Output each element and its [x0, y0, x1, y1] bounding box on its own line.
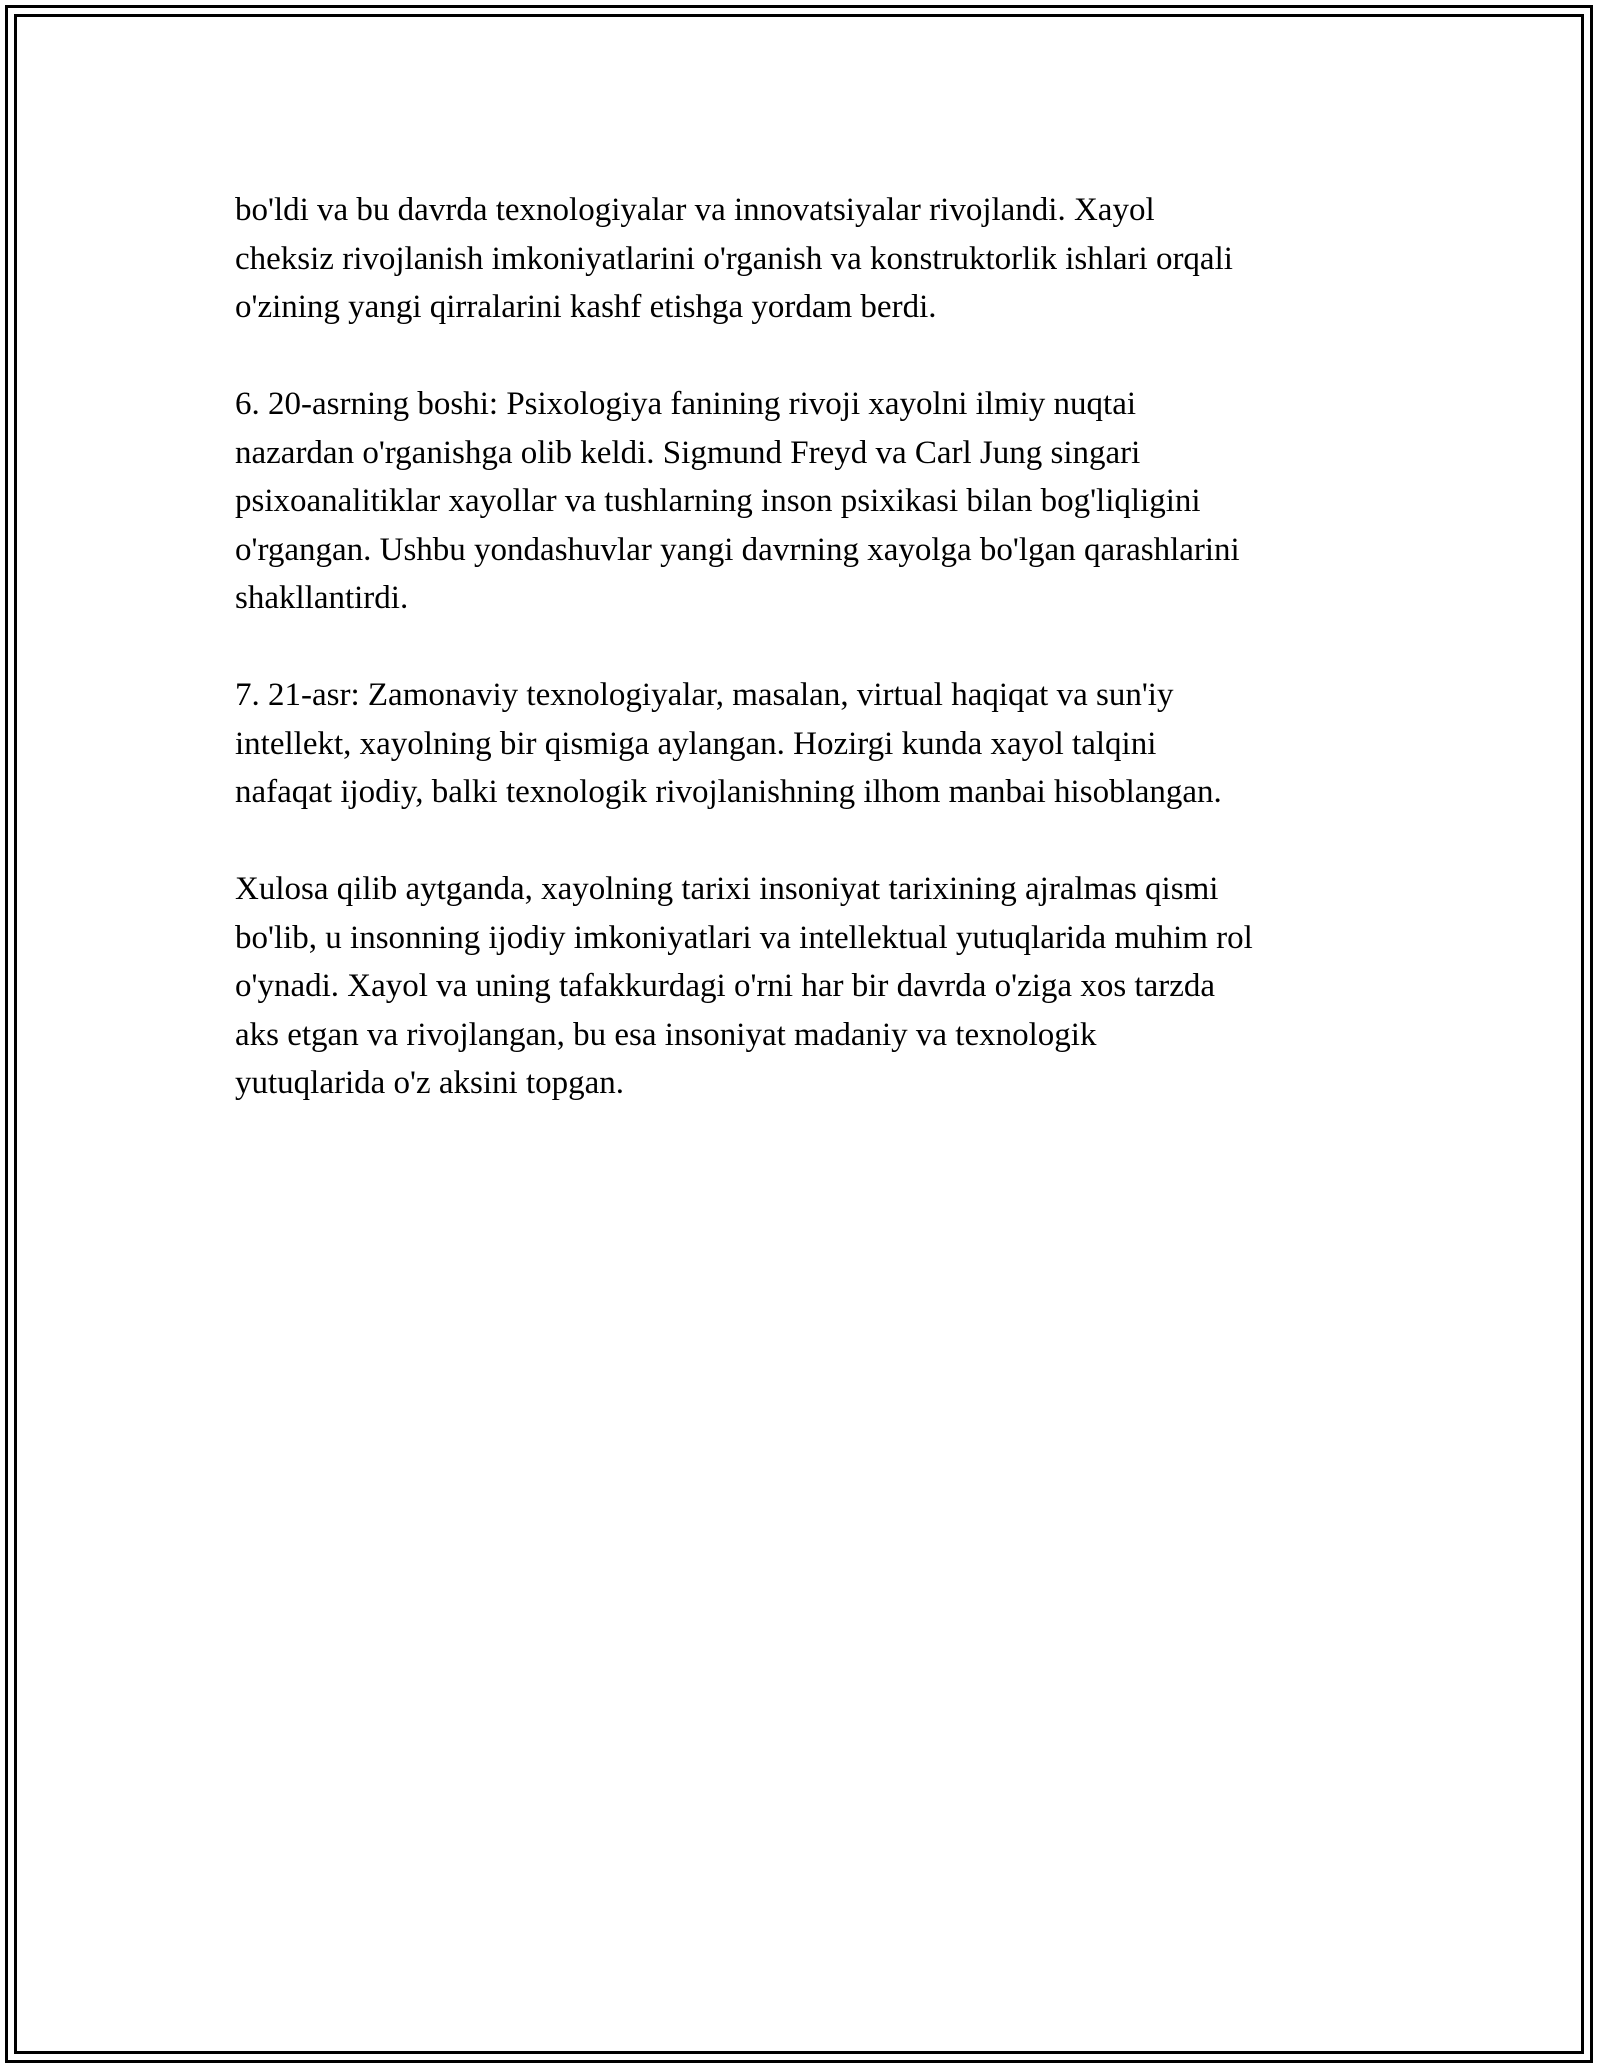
- document-body: [235, 186, 1375, 1156]
- paragraph-conclusion: Xulosa qilib aytganda, xayolning tarixi insoniyat tarixining ajralmas qismi bo'lib, u insonning ijodiy imkoniyatlari va intellektual yutuqlarida muhim rol o'ynadi. Xayol va uning tafakkurdagi o'rni har bir davrda o'ziga xos tarzda aks etgan va rivojlangan, bu esa insoniyat madaniy va texnologik yutuqlarida o'z aksini topgan.: [235, 871, 1253, 1101]
- paragraph-continuation: bo'ldi va bu davrda texnologiyalar va innovatsiyalar rivojlandi. Xayol cheksiz rivojlanish imkoniyatlarini o'rganish va konstruktorlik ishlari orqali o'zining yangi qirralarini kashf etishga yordam berdi.: [235, 192, 1233, 325]
- paragraph-item-6: 6. 20-asrning boshi: Psixologiya fanining rivoji xayolni ilmiy nuqtai nazardan o'rganishga olib keldi. Sigmund Freyd va Carl Jung singari psixoanalitiklar xayollar va tushlarning inson psixikasi bilan bog'liqligini o'rgangan. Ushbu yondashuvlar yangi davrning xayolga bo'lgan qarashlarini shakllantirdi.: [235, 386, 1240, 616]
- paragraph-item-7: 7. 21-asr: Zamonaviy texnologiyalar, masalan, virtual haqiqat va sun'iy intellekt, xayolning bir qismiga aylangan. Hozirgi kunda xayol talqini nafaqat ijodiy, balki texnologik rivojlanishning ilhom manbai hisoblangan.: [235, 677, 1222, 810]
